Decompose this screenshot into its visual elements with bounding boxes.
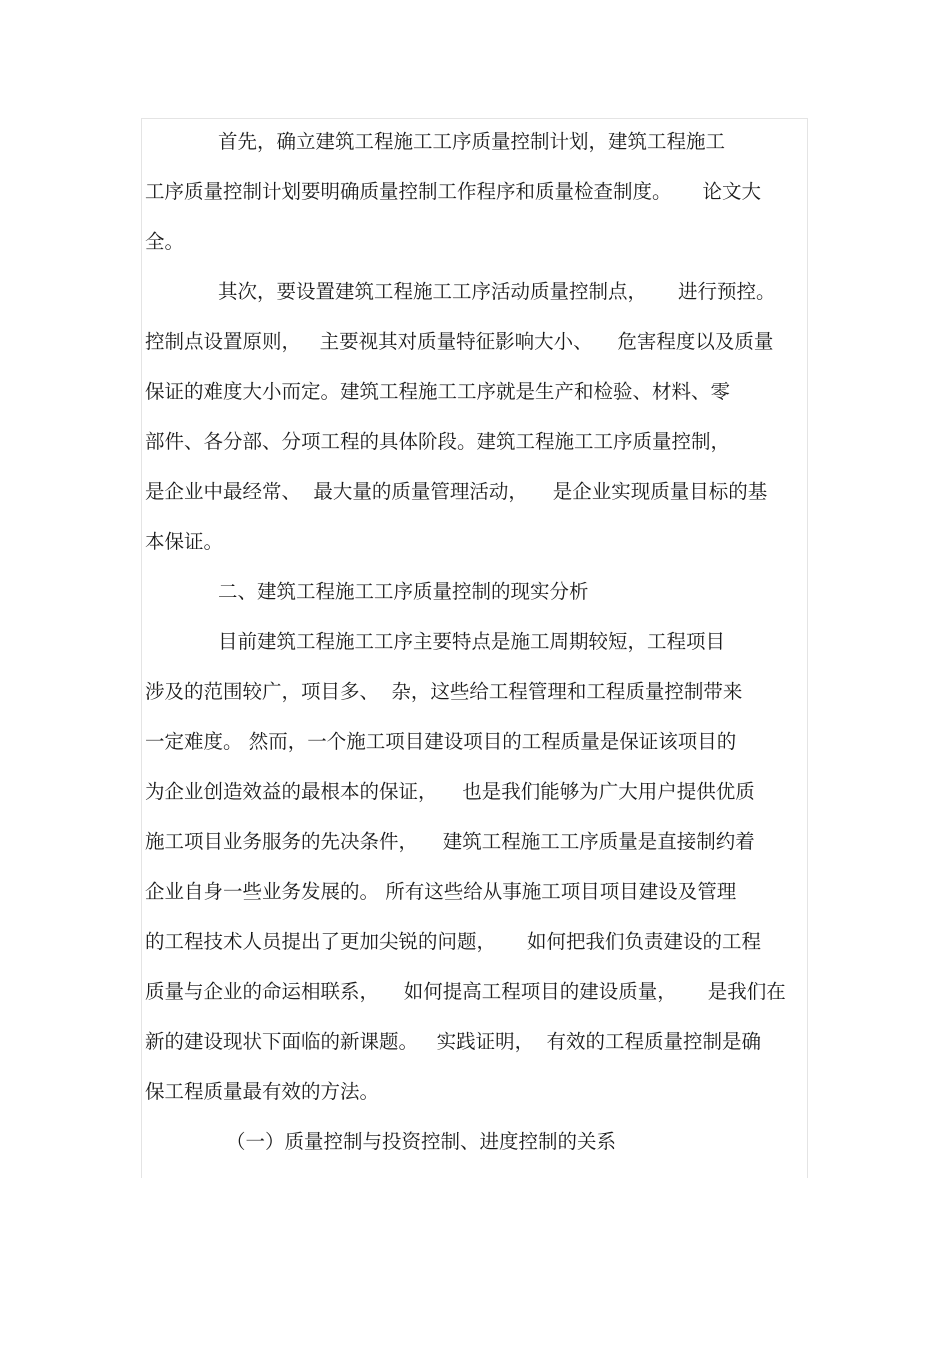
section-heading: 二、建筑工程施工工序质量控制的现实分析 [218,580,589,603]
paragraph-2-line-6: 本保证。 [145,530,224,553]
paragraph-2-line-4: 部件、各分部、分项工程的具体阶段。建筑工程施工工序质量控制， [145,430,731,453]
paragraph-3-line-10: 保工程质量最有效的方法。 [145,1080,380,1103]
paragraph-3-line-3: 一定难度。 然而，一个施工项目建设项目的工程质量是保证该项目的 [145,730,737,753]
paragraph-1-line-2: 工序质量控制计划要明确质量控制工作程序和质量检查制度。 论文大 [145,180,761,203]
paragraph-3-line-1: 目前建筑工程施工工序主要特点是施工周期较短，工程项目 [218,630,726,653]
paragraph-3-line-4: 为企业创造效益的最根本的保证， 也是我们能够为广大用户提供优质 [145,780,755,803]
paragraph-1-line-3: 全。 [145,230,185,253]
subsection-heading: （一）质量控制与投资控制、进度控制的关系 [226,1130,617,1153]
paragraph-3-line-9: 新的建设现状下面临的新课题。 实践证明， 有效的工程质量控制是确 [145,1030,761,1053]
paragraph-2-line-2: 控制点设置原则， 主要视其对质量特征影响大小、 危害程度以及质量 [145,330,774,353]
paragraph-1-line-1: 首先，确立建筑工程施工工序质量控制计划，建筑工程施工 [218,130,726,153]
paragraph-2-line-3: 保证的难度大小而定。建筑工程施工工序就是生产和检验、材料、零 [145,380,731,403]
paragraph-3-line-2: 涉及的范围较广，项目多、 杂，这些给工程管理和工程质量控制带来 [145,680,743,703]
paragraph-2-line-1: 其次，要设置建筑工程施工工序活动质量控制点， 进行预控。 [218,280,776,303]
paragraph-3-line-7: 的工程技术人员提出了更加尖锐的问题， 如何把我们负责建设的工程 [145,930,761,953]
paragraph-3-line-5: 施工项目业务服务的先决条件， 建筑工程施工工序质量是直接制约着 [145,830,755,853]
paragraph-2-line-5: 是企业中最经常、 最大量的质量管理活动， 是企业实现质量目标的基 [145,480,768,503]
paragraph-3-line-6: 企业自身一些业务发展的。 所有这些给从事施工项目项目建设及管理 [145,880,737,903]
paragraph-3-line-8: 质量与企业的命运相联系， 如何提高工程项目的建设质量， 是我们在 [145,980,786,1003]
